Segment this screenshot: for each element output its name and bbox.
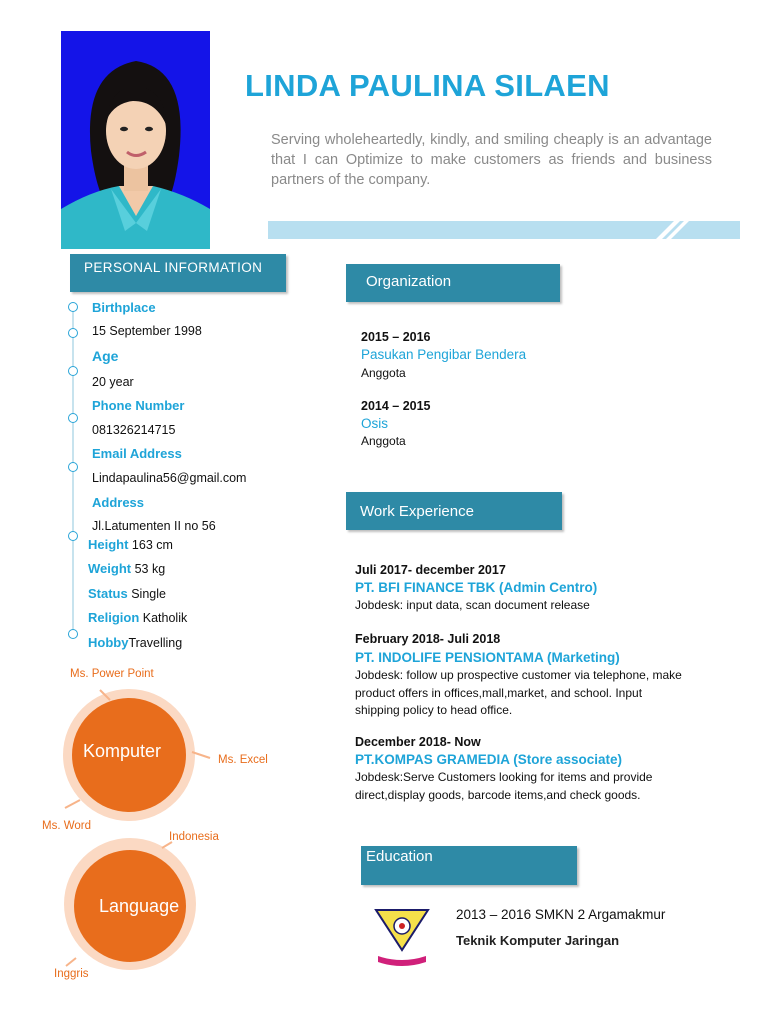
address-label: Address: [92, 495, 145, 510]
header-divider-bar: [268, 221, 740, 239]
timeline-dot: [68, 366, 78, 376]
status-label: Status: [88, 586, 128, 601]
religion-row: [88, 610, 187, 625]
timeline-dot: [68, 462, 78, 472]
hobby-row: [88, 635, 182, 650]
timeline-dot: [68, 629, 78, 639]
computer-skill-title: Komputer: [83, 741, 162, 761]
org-period: 2015 – 2016: [361, 330, 431, 344]
profile-summary: Serving wholeheartedly, kindly, and smiling cheaply is an advantage that I can Optimize to make customers as friends and business partners of the company.: [271, 132, 712, 188]
birthplace-value: 15 September 1998: [92, 324, 202, 338]
height-row: [88, 537, 173, 552]
status-value: Single: [127, 587, 166, 601]
phone-value: 081326214715: [92, 423, 176, 437]
status-row: [88, 586, 166, 601]
stripe-decoration: [268, 221, 740, 239]
candidate-name: LINDA PAULINA SILAEN: [245, 68, 610, 103]
age-value: 20 year: [92, 375, 134, 389]
religion-value: Katholik: [139, 611, 188, 625]
language-inggris: Inggris: [54, 968, 89, 980]
work-company: PT.KOMPAS GRAMEDIA (Store associate): [355, 752, 623, 767]
education-heading: Education: [361, 846, 577, 885]
timeline-dot: [68, 413, 78, 423]
work-company: PT. BFI FINANCE TBK (Admin Centro): [355, 580, 598, 595]
org-role: Anggota: [361, 366, 406, 380]
religion-label: Religion: [88, 610, 140, 625]
address-value: Jl.Latumenten II no 56: [92, 519, 216, 533]
org-name: Osis: [361, 416, 388, 431]
skill-excel: Ms. Excel: [218, 754, 268, 766]
weight-label: Weight: [88, 561, 132, 576]
email-value: Lindapaulina56@gmail.com: [92, 471, 247, 485]
email-label: Email Address: [92, 446, 182, 461]
timeline-dot: [68, 531, 78, 541]
age-label: Age: [92, 348, 119, 364]
org-role: Anggota: [361, 434, 406, 448]
work-company: PT. INDOLIFE PENSIONTAMA (Marketing): [355, 650, 620, 665]
timeline-dot: [68, 328, 78, 338]
org-period: 2014 – 2015: [361, 399, 431, 413]
height-label: Height: [88, 537, 129, 552]
skill-power-point: Ms. Power Point: [70, 668, 154, 680]
org-name: Pasukan Pengibar Bendera: [361, 347, 527, 362]
work-jobdesc: Jobdesk: follow up prospective customer via telephone, make product offers in offices,mall,market, and school. Input shipping policy to head office.: [355, 668, 682, 717]
work-period: December 2018- Now: [355, 735, 481, 749]
organization-heading: Organization: [346, 264, 560, 302]
school-logo-icon: [372, 906, 432, 968]
work-jobdesc: Jobdesk: input data, scan document release: [355, 598, 590, 612]
work-period: Juli 2017- december 2017: [355, 563, 506, 577]
language-skill-title: Language: [99, 896, 180, 916]
timeline-dot: [68, 302, 78, 312]
language-indonesia: Indonesia: [169, 831, 219, 843]
personal-information-heading: PERSONAL INFORMATION: [70, 254, 286, 292]
hobby-label: Hobby: [88, 635, 129, 650]
birthplace-label: Birthplace: [92, 300, 156, 315]
portrait-illustration: [61, 31, 210, 249]
weight-value: 53 kg: [131, 562, 166, 576]
work-experience-heading: Work Experience: [346, 492, 562, 530]
profile-photo: [61, 31, 210, 249]
hobby-value: Travelling: [128, 636, 183, 650]
work-period: February 2018- Juli 2018: [355, 632, 501, 646]
work-jobdesc: Jobdesk:Serve Customers looking for items and provide direct,display goods, barcode items,and check goods.: [355, 770, 653, 802]
phone-label: Phone Number: [92, 398, 185, 413]
weight-row: [88, 561, 165, 576]
skill-word: Ms. Word: [42, 820, 91, 832]
education-period-school: 2013 – 2016 SMKN 2 Argamakmur: [456, 907, 666, 922]
height-value: 163 cm: [128, 538, 173, 552]
education-major: Teknik Komputer Jaringan: [456, 933, 620, 948]
